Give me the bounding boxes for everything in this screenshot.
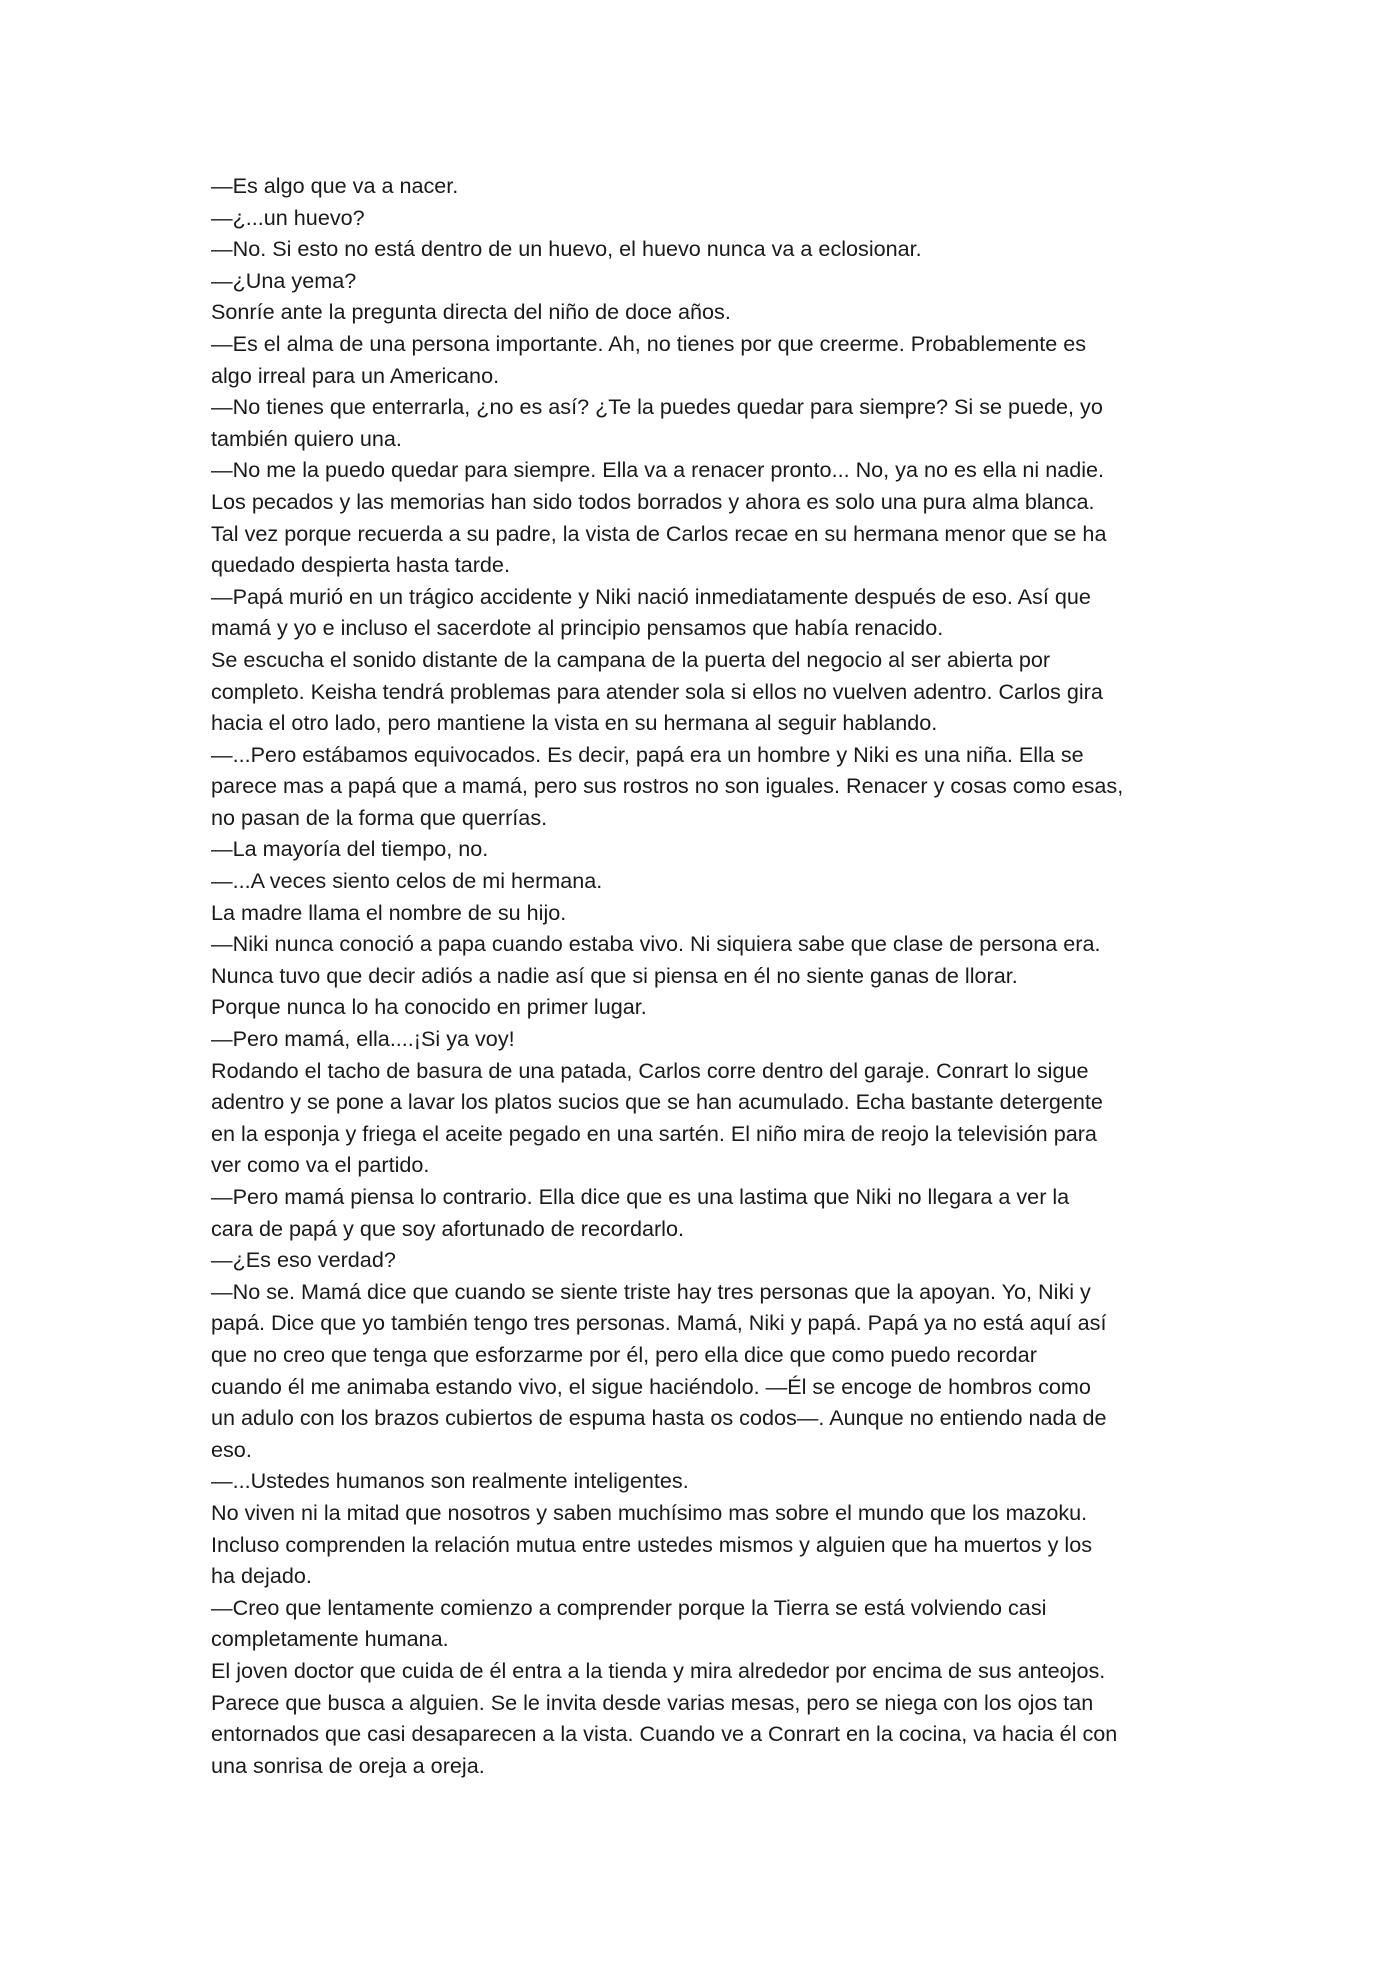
text-line: —Creo que lentamente comienzo a comprender porque la Tierra se está volviendo casi — [211, 1594, 1047, 1620]
text-line: también quiero una. — [211, 425, 402, 451]
text-line: —¿...un huevo? — [211, 204, 365, 230]
text-line: completamente humana. — [211, 1626, 449, 1652]
text-line: —No. Si esto no está dentro de un huevo, el huevo nunca va a eclosionar. — [211, 236, 922, 262]
text-line: hacia el otro lado, pero mantiene la vista en su hermana al seguir hablando. — [211, 710, 938, 736]
text-line: adentro y se pone a lavar los platos sucios que se han acumulado. Echa bastante detergente — [211, 1089, 1103, 1115]
text-line: —¿Es eso verdad? — [211, 1247, 396, 1273]
text-line: algo irreal para un Americano. — [211, 362, 500, 388]
text-line: —Pero mamá piensa lo contrario. Ella dice que es una lastima que Niki no llegara a ver la — [211, 1184, 1070, 1209]
text-line: Tal vez porque recuerda a su padre, la vista de Carlos recae en su hermana menor que se ha — [211, 520, 1107, 546]
text-line: —¿Una yema? — [211, 267, 357, 293]
text-line: —Es algo que va a nacer. — [211, 173, 459, 198]
text-line: —Es el alma de una persona importante. Ah, no tienes por que creerme. Probablemente es — [211, 330, 1087, 356]
text-line: cara de papá y que soy afortunado de recordarlo. — [211, 1215, 684, 1241]
text-line: Parece que busca a alguien. Se le invita desde varias mesas, pero se niega con los ojos tan — [211, 1689, 1094, 1715]
text-line: El joven doctor que cuida de él entra a la tienda y mira alrededor por encima de sus anteojos. — [211, 1657, 1106, 1683]
text-line: —No tienes que enterrarla, ¿no es así? ¿Te la puedes quedar para siempre? Si se puede, yo — [211, 394, 1103, 420]
text-line: —La mayoría del tiempo, no. — [211, 836, 489, 862]
text-line: No viven ni la mitad que nosotros y saben muchísimo mas sobre el mundo que los mazoku. — [211, 1499, 1088, 1525]
text-line: que no creo que tenga que esforzarme por él, pero ella dice que como puedo recordar — [211, 1341, 1037, 1367]
text-line: cuando él me animaba estando vivo, el sigue haciéndolo. —Él se encoge de hombros como — [211, 1373, 1091, 1399]
text-line: —No se. Mamá dice que cuando se siente triste hay tres personas que la apoyan. Yo, Niki y — [211, 1278, 1091, 1304]
text-line: —Pero mamá, ella....¡Si ya voy! — [211, 1026, 515, 1052]
text-line: Los pecados y las memorias han sido todos borrados y ahora es solo una pura alma blanca. — [211, 488, 1095, 514]
document-body — [211, 170, 1211, 1781]
text-line: en la esponja y friega el aceite pegado en una sartén. El niño mira de reojo la televisión para — [211, 1120, 1097, 1146]
text-line: una sonrisa de oreja a oreja. — [211, 1752, 485, 1778]
text-line: —Niki nunca conoció a papa cuando estaba vivo. Ni siquiera sabe que clase de persona era. — [211, 931, 1101, 957]
text-line: papá. Dice que yo también tengo tres personas. Mamá, Niki y papá. Papá ya no está aquí así — [211, 1310, 1107, 1336]
text-line: Nunca tuvo que decir adiós a nadie así que si piensa en él no siente ganas de llorar. — [211, 962, 1018, 988]
text-line: no pasan de la forma que querrías. — [211, 804, 548, 830]
text-line: parece mas a papá que a mamá, pero sus rostros no son iguales. Renacer y cosas como esas, — [211, 773, 1124, 799]
text-line: —Papá murió en un trágico accidente y Niki nació inmediatamente después de eso. Así que — [211, 583, 1091, 609]
text-line: —...Pero estábamos equivocados. Es decir, papá era un hombre y Niki es una niña. Ella se — [211, 741, 1084, 767]
text-line: Porque nunca lo ha conocido en primer lugar. — [211, 994, 647, 1020]
text-line: —...Ustedes humanos son realmente inteligentes. — [211, 1468, 689, 1494]
text-line: —...A veces siento celos de mi hermana. — [211, 868, 603, 894]
text-line: ha dejado. — [211, 1563, 312, 1589]
text-line: completo. Keisha tendrá problemas para atender sola si ellos no vuelven adentro. Carlos gira — [211, 678, 1103, 704]
text-line: La madre llama el nombre de su hijo. — [211, 899, 567, 925]
text-line: entornados que casi desaparecen a la vista. Cuando ve a Conrart en la cocina, va hacia él con — [211, 1721, 1118, 1747]
text-line: Rodando el tacho de basura de una patada, Carlos corre dentro del garaje. Conrart lo sigue — [211, 1057, 1089, 1083]
text-line: ver como va el partido. — [211, 1152, 430, 1178]
text-line: quedado despierta hasta tarde. — [211, 552, 510, 578]
text-line: un adulo con los brazos cubiertos de espuma hasta os codos—. Aunque no entiendo nada de — [211, 1405, 1107, 1431]
text-line: Incluso comprenden la relación mutua entre ustedes mismos y alguien que ha muertos y los — [211, 1531, 1093, 1557]
text-line: —No me la puedo quedar para siempre. Ella va a renacer pronto... No, ya no es ella ni nadie. — [211, 457, 1105, 483]
text-line: Sonríe ante la pregunta directa del niño de doce años. — [211, 299, 731, 325]
text-line: Se escucha el sonido distante de la campana de la puerta del negocio al ser abierta por — [211, 646, 1051, 672]
text-line: mamá y yo e incluso el sacerdote al principio pensamos que había renacido. — [211, 615, 944, 641]
text-line: eso. — [211, 1436, 252, 1462]
